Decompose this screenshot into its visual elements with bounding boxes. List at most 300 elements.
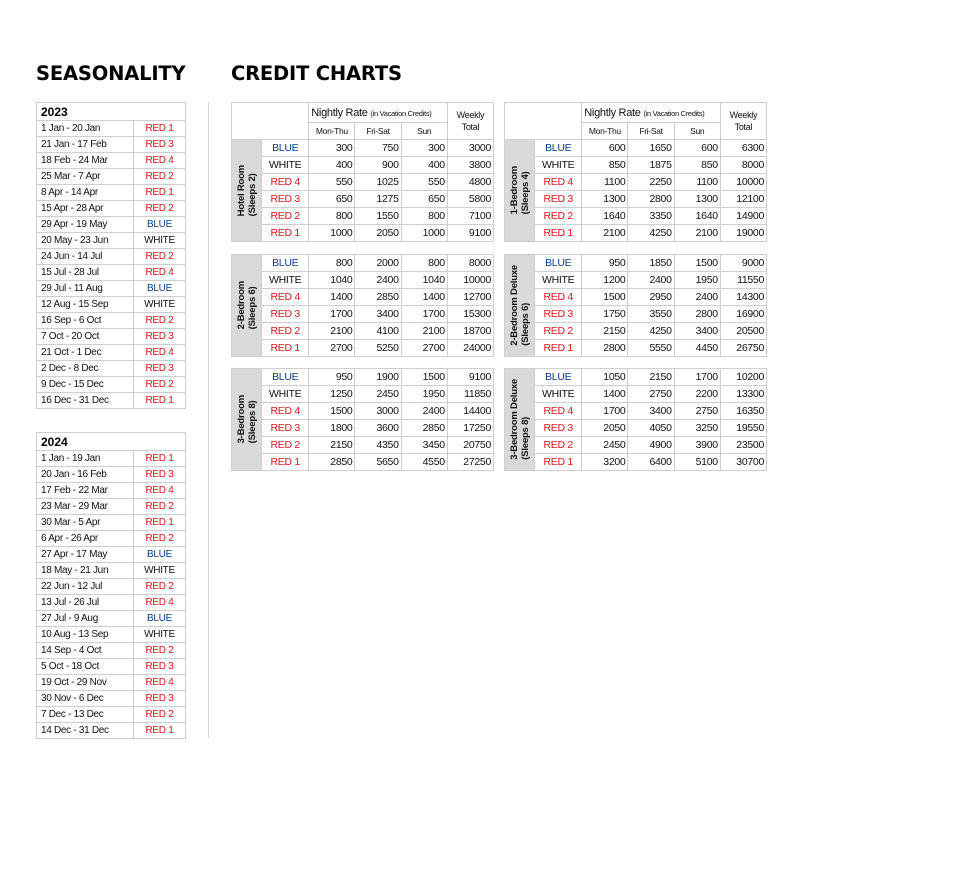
season-dates: 20 May - 23 Jun <box>37 233 134 249</box>
room-sleeps: (Sleeps 8) <box>519 416 531 460</box>
weekly-total-header: Weekly Total <box>447 103 493 140</box>
credit-table-2-bedroom <box>231 254 494 357</box>
credit-row <box>232 323 494 340</box>
season-category: RED 4 <box>535 289 582 306</box>
season-category: WHITE <box>535 386 582 403</box>
season-code: RED 3 <box>134 137 186 153</box>
credit-row <box>505 437 767 454</box>
season-row <box>37 249 186 265</box>
mon-thu-credits: 1700 <box>309 306 355 323</box>
season-category: RED 1 <box>535 454 582 471</box>
season-dates: 10 Aug - 13 Sep <box>37 627 134 643</box>
mon-thu-credits: 1050 <box>582 369 628 386</box>
season-category: BLUE <box>535 369 582 386</box>
mon-thu-credits: 1100 <box>582 174 628 191</box>
room-type-label <box>505 255 535 357</box>
weekly-total-credits: 26750 <box>720 340 766 357</box>
season-dates: 29 Apr - 19 May <box>37 217 134 233</box>
season-dates: 27 Apr - 17 May <box>37 547 134 563</box>
season-category: RED 2 <box>262 323 309 340</box>
fri-sat-credits: 1275 <box>355 191 401 208</box>
sun-credits: 550 <box>401 174 447 191</box>
fri-sat-credits: 4250 <box>628 323 674 340</box>
season-year: 2024 <box>37 433 186 451</box>
credit-row <box>232 437 494 454</box>
credit-row <box>505 255 767 272</box>
sun-credits: 2100 <box>401 323 447 340</box>
credit-row <box>505 306 767 323</box>
season-code: RED 3 <box>134 329 186 345</box>
sun-credits: 3400 <box>674 323 720 340</box>
season-code: RED 1 <box>134 121 186 137</box>
season-dates: 30 Nov - 6 Dec <box>37 691 134 707</box>
fri-sat-credits: 2250 <box>628 174 674 191</box>
credit-row <box>232 340 494 357</box>
season-code: BLUE <box>134 547 186 563</box>
weekly-total-credits: 30700 <box>720 454 766 471</box>
mon-thu-credits: 300 <box>309 140 355 157</box>
season-code: RED 4 <box>134 153 186 169</box>
mon-thu-credits: 1400 <box>309 289 355 306</box>
season-dates: 7 Oct - 20 Oct <box>37 329 134 345</box>
season-code: RED 3 <box>134 361 186 377</box>
weekly-total-credits: 5800 <box>447 191 493 208</box>
credit-row <box>505 420 767 437</box>
mon-thu-credits: 850 <box>582 157 628 174</box>
credit-row <box>505 140 767 157</box>
section-divider <box>208 102 209 738</box>
season-category: RED 4 <box>262 289 309 306</box>
credit-row <box>232 174 494 191</box>
room-type-label <box>505 369 535 471</box>
credit-row <box>232 225 494 242</box>
weekly-total-credits: 16900 <box>720 306 766 323</box>
season-row <box>37 265 186 281</box>
season-row <box>37 329 186 345</box>
credit-row <box>505 157 767 174</box>
fri-sat-credits: 2000 <box>355 255 401 272</box>
weekly-total-credits: 23500 <box>720 437 766 454</box>
sun-credits: 1640 <box>674 208 720 225</box>
weekly-total-credits: 7100 <box>447 208 493 225</box>
fri-sat-credits: 3400 <box>355 306 401 323</box>
credit-table-2-bedroom-deluxe <box>504 254 767 357</box>
sun-credits: 1950 <box>674 272 720 289</box>
fri-sat-credits: 3350 <box>628 208 674 225</box>
weekly-total-credits: 15300 <box>447 306 493 323</box>
season-dates: 1 Jan - 20 Jan <box>37 121 134 137</box>
season-dates: 1 Jan - 19 Jan <box>37 451 134 467</box>
room-type-label <box>232 369 262 471</box>
season-category: WHITE <box>262 157 309 174</box>
season-row <box>37 201 186 217</box>
season-dates: 21 Oct - 1 Dec <box>37 345 134 361</box>
room-type-text <box>236 395 258 443</box>
season-row <box>37 233 186 249</box>
season-dates: 2 Dec - 8 Dec <box>37 361 134 377</box>
season-code: RED 2 <box>134 313 186 329</box>
season-dates: 20 Jan - 16 Feb <box>37 467 134 483</box>
weekly-total-credits: 17250 <box>447 420 493 437</box>
sun-credits: 800 <box>401 208 447 225</box>
fri-sat-credits: 1025 <box>355 174 401 191</box>
season-category: RED 2 <box>262 437 309 454</box>
credit-header-row <box>232 103 494 123</box>
fri-sat-credits: 4250 <box>628 225 674 242</box>
credit-row <box>505 454 767 471</box>
sun-credits: 3900 <box>674 437 720 454</box>
season-row <box>37 185 186 201</box>
season-row <box>37 515 186 531</box>
sun-credits: 2200 <box>674 386 720 403</box>
sun-credits: 800 <box>401 255 447 272</box>
season-code: RED 2 <box>134 201 186 217</box>
season-category: RED 4 <box>535 403 582 420</box>
season-row <box>37 483 186 499</box>
season-dates: 8 Apr - 14 Apr <box>37 185 134 201</box>
credit-row <box>232 369 494 386</box>
mon-thu-credits: 2150 <box>309 437 355 454</box>
credit-header-row <box>505 103 767 123</box>
room-type-text <box>236 165 258 216</box>
season-category: RED 3 <box>262 420 309 437</box>
weekly-total-credits: 8000 <box>447 255 493 272</box>
credit-row <box>232 255 494 272</box>
weekly-total-credits: 16350 <box>720 403 766 420</box>
season-row <box>37 451 186 467</box>
weekly-total-credits: 10000 <box>447 272 493 289</box>
sun-credits: 1500 <box>401 369 447 386</box>
season-category: WHITE <box>262 272 309 289</box>
fri-sat-credits: 2800 <box>628 191 674 208</box>
season-dates: 18 Feb - 24 Mar <box>37 153 134 169</box>
season-category: RED 2 <box>535 208 582 225</box>
season-category: RED 3 <box>535 306 582 323</box>
fri-sat-credits: 1650 <box>628 140 674 157</box>
weekly-total-credits: 8000 <box>720 157 766 174</box>
nightly-rate-note: (in Vacation Credits) <box>370 108 432 118</box>
col-sun: Sun <box>674 123 720 140</box>
sun-credits: 650 <box>401 191 447 208</box>
season-category: RED 1 <box>262 340 309 357</box>
credit-row <box>232 386 494 403</box>
season-table-2023 <box>36 102 186 409</box>
credit-charts-heading: CREDIT CHARTS <box>231 62 402 85</box>
sun-credits: 2800 <box>674 306 720 323</box>
nightly-rate-label: Nightly Rate <box>311 106 368 119</box>
sun-credits: 1700 <box>674 369 720 386</box>
mon-thu-credits: 1700 <box>582 403 628 420</box>
room-type-text <box>236 281 258 329</box>
mon-thu-credits: 1200 <box>582 272 628 289</box>
fri-sat-credits: 6400 <box>628 454 674 471</box>
season-row <box>37 643 186 659</box>
season-row <box>37 217 186 233</box>
weekly-total-credits: 10200 <box>720 369 766 386</box>
mon-thu-credits: 1250 <box>309 386 355 403</box>
credit-row <box>505 225 767 242</box>
mon-thu-credits: 1750 <box>582 306 628 323</box>
fri-sat-credits: 4900 <box>628 437 674 454</box>
season-code: RED 4 <box>134 483 186 499</box>
fri-sat-credits: 2050 <box>355 225 401 242</box>
room-sleeps: (Sleeps 4) <box>519 171 531 215</box>
nightly-rate-header <box>582 103 721 123</box>
season-dates: 15 Apr - 28 Apr <box>37 201 134 217</box>
nightly-rate-header <box>309 103 448 123</box>
season-row <box>37 345 186 361</box>
sun-credits: 5100 <box>674 454 720 471</box>
season-dates: 9 Dec - 15 Dec <box>37 377 134 393</box>
mon-thu-credits: 650 <box>309 191 355 208</box>
season-dates: 25 Mar - 7 Apr <box>37 169 134 185</box>
season-row <box>37 707 186 723</box>
fri-sat-credits: 3000 <box>355 403 401 420</box>
sun-credits: 1100 <box>674 174 720 191</box>
weekly-total-header: Weekly Total <box>720 103 766 140</box>
fri-sat-credits: 2450 <box>355 386 401 403</box>
weekly-total-credits: 14300 <box>720 289 766 306</box>
room-name: 3-Bedroom Deluxe <box>508 379 520 460</box>
room-name: 2-Bedroom <box>235 281 247 330</box>
season-year: 2023 <box>37 103 186 121</box>
season-category: RED 4 <box>262 403 309 420</box>
season-dates: 17 Feb - 22 Mar <box>37 483 134 499</box>
season-dates: 27 Jul - 9 Aug <box>37 611 134 627</box>
season-code: RED 3 <box>134 659 186 675</box>
season-category: RED 1 <box>262 454 309 471</box>
season-row <box>37 153 186 169</box>
mon-thu-credits: 2150 <box>582 323 628 340</box>
season-table-2024 <box>36 432 186 739</box>
header-blank <box>232 103 309 140</box>
season-row <box>37 531 186 547</box>
season-code: RED 4 <box>134 345 186 361</box>
season-category: BLUE <box>535 255 582 272</box>
col-fri-sat: Fri-Sat <box>628 123 674 140</box>
season-code: WHITE <box>134 233 186 249</box>
season-code: RED 2 <box>134 249 186 265</box>
fri-sat-credits: 4350 <box>355 437 401 454</box>
season-row <box>37 361 186 377</box>
season-category: RED 1 <box>262 225 309 242</box>
season-dates: 30 Mar - 5 Apr <box>37 515 134 531</box>
season-dates: 14 Dec - 31 Dec <box>37 723 134 739</box>
season-row <box>37 659 186 675</box>
fri-sat-credits: 5550 <box>628 340 674 357</box>
sun-credits: 2400 <box>401 403 447 420</box>
sun-credits: 2750 <box>674 403 720 420</box>
room-type-text <box>509 379 531 460</box>
season-year-row <box>37 433 186 451</box>
season-code: RED 2 <box>134 499 186 515</box>
season-code: RED 4 <box>134 265 186 281</box>
mon-thu-credits: 2100 <box>309 323 355 340</box>
season-code: WHITE <box>134 627 186 643</box>
season-category: RED 4 <box>262 174 309 191</box>
col-mon-thu: Mon-Thu <box>309 123 355 140</box>
season-code: RED 4 <box>134 595 186 611</box>
weekly-total-credits: 3800 <box>447 157 493 174</box>
season-dates: 24 Jun - 14 Jul <box>37 249 134 265</box>
mon-thu-credits: 1500 <box>582 289 628 306</box>
season-category: RED 1 <box>535 340 582 357</box>
season-code: BLUE <box>134 217 186 233</box>
sun-credits: 850 <box>674 157 720 174</box>
credit-row <box>232 306 494 323</box>
weekly-total-credits: 14900 <box>720 208 766 225</box>
season-code: BLUE <box>134 611 186 627</box>
mon-thu-credits: 400 <box>309 157 355 174</box>
season-code: BLUE <box>134 281 186 297</box>
mon-thu-credits: 2700 <box>309 340 355 357</box>
mon-thu-credits: 1400 <box>582 386 628 403</box>
sun-credits: 300 <box>401 140 447 157</box>
season-dates: 21 Jan - 17 Feb <box>37 137 134 153</box>
sun-credits: 2700 <box>401 340 447 357</box>
sun-credits: 1500 <box>674 255 720 272</box>
credit-row <box>232 140 494 157</box>
season-row <box>37 547 186 563</box>
mon-thu-credits: 2100 <box>582 225 628 242</box>
season-code: RED 2 <box>134 579 186 595</box>
credit-table-3-bedroom <box>231 368 494 471</box>
col-fri-sat: Fri-Sat <box>355 123 401 140</box>
credit-row <box>232 289 494 306</box>
mon-thu-credits: 950 <box>582 255 628 272</box>
room-sleeps: (Sleeps 2) <box>246 173 258 217</box>
season-dates: 19 Oct - 29 Nov <box>37 675 134 691</box>
seasonality-heading: SEASONALITY <box>36 62 186 85</box>
weekly-total-credits: 9100 <box>447 369 493 386</box>
weekly-total-credits: 19000 <box>720 225 766 242</box>
season-row <box>37 675 186 691</box>
weekly-total-credits: 20500 <box>720 323 766 340</box>
season-dates: 5 Oct - 18 Oct <box>37 659 134 675</box>
season-row <box>37 377 186 393</box>
season-row <box>37 595 186 611</box>
sun-credits: 3250 <box>674 420 720 437</box>
season-row <box>37 467 186 483</box>
weekly-total-credits: 18700 <box>447 323 493 340</box>
weekly-total-credits: 3000 <box>447 140 493 157</box>
fri-sat-credits: 5250 <box>355 340 401 357</box>
mon-thu-credits: 2050 <box>582 420 628 437</box>
season-row <box>37 563 186 579</box>
weekly-total-credits: 12100 <box>720 191 766 208</box>
season-category: BLUE <box>262 255 309 272</box>
season-category: RED 2 <box>535 437 582 454</box>
season-code: RED 2 <box>134 169 186 185</box>
season-code: RED 2 <box>134 643 186 659</box>
season-category: WHITE <box>535 157 582 174</box>
credit-row <box>505 323 767 340</box>
season-row <box>37 137 186 153</box>
sun-credits: 600 <box>674 140 720 157</box>
credit-row <box>505 340 767 357</box>
sun-credits: 1950 <box>401 386 447 403</box>
sun-credits: 2400 <box>674 289 720 306</box>
mon-thu-credits: 1500 <box>309 403 355 420</box>
season-dates: 18 May - 21 Jun <box>37 563 134 579</box>
mon-thu-credits: 3200 <box>582 454 628 471</box>
col-sun: Sun <box>401 123 447 140</box>
season-row <box>37 499 186 515</box>
mon-thu-credits: 800 <box>309 255 355 272</box>
season-code: WHITE <box>134 563 186 579</box>
credit-row <box>232 272 494 289</box>
room-name: 3-Bedroom <box>235 395 247 444</box>
weekly-total-credits: 4800 <box>447 174 493 191</box>
season-code: RED 1 <box>134 393 186 409</box>
season-row <box>37 281 186 297</box>
fri-sat-credits: 2950 <box>628 289 674 306</box>
mon-thu-credits: 550 <box>309 174 355 191</box>
season-category: WHITE <box>262 386 309 403</box>
room-sleeps: (Sleeps 6) <box>246 286 258 330</box>
season-dates: 16 Dec - 31 Dec <box>37 393 134 409</box>
mon-thu-credits: 2450 <box>582 437 628 454</box>
header-blank <box>505 103 582 140</box>
credit-row <box>232 454 494 471</box>
season-category: RED 1 <box>535 225 582 242</box>
sun-credits: 1000 <box>401 225 447 242</box>
weekly-total-credits: 10000 <box>720 174 766 191</box>
credit-row <box>505 191 767 208</box>
room-type-text <box>509 265 531 346</box>
season-dates: 12 Aug - 15 Sep <box>37 297 134 313</box>
mon-thu-credits: 2800 <box>582 340 628 357</box>
mon-thu-credits: 1300 <box>582 191 628 208</box>
sun-credits: 4450 <box>674 340 720 357</box>
season-category: RED 3 <box>262 306 309 323</box>
season-code: RED 2 <box>134 377 186 393</box>
season-code: WHITE <box>134 297 186 313</box>
season-code: RED 1 <box>134 451 186 467</box>
room-name: Hotel Room <box>235 164 247 217</box>
sun-credits: 1300 <box>674 191 720 208</box>
room-name: 1-Bedroom <box>508 166 520 215</box>
season-year-row <box>37 103 186 121</box>
credit-row <box>505 369 767 386</box>
fri-sat-credits: 2150 <box>628 369 674 386</box>
fri-sat-credits: 2400 <box>628 272 674 289</box>
weekly-total-credits: 13300 <box>720 386 766 403</box>
season-category: RED 3 <box>535 191 582 208</box>
mon-thu-credits: 1640 <box>582 208 628 225</box>
credit-row <box>232 420 494 437</box>
sun-credits: 3450 <box>401 437 447 454</box>
room-sleeps: (Sleeps 8) <box>246 400 258 444</box>
room-name: 2-Bedroom Deluxe <box>508 265 520 346</box>
season-row <box>37 723 186 739</box>
fri-sat-credits: 1875 <box>628 157 674 174</box>
fri-sat-credits: 3600 <box>355 420 401 437</box>
fri-sat-credits: 4050 <box>628 420 674 437</box>
fri-sat-credits: 3400 <box>628 403 674 420</box>
weekly-total-credits: 19550 <box>720 420 766 437</box>
season-category: RED 4 <box>535 174 582 191</box>
mon-thu-credits: 1000 <box>309 225 355 242</box>
season-code: RED 3 <box>134 691 186 707</box>
sun-credits: 1400 <box>401 289 447 306</box>
credit-table-3-bedroom-deluxe <box>504 368 767 471</box>
season-category: RED 2 <box>535 323 582 340</box>
sun-credits: 2100 <box>674 225 720 242</box>
credit-row <box>505 174 767 191</box>
season-code: RED 1 <box>134 723 186 739</box>
weekly-total-credits: 9000 <box>720 255 766 272</box>
